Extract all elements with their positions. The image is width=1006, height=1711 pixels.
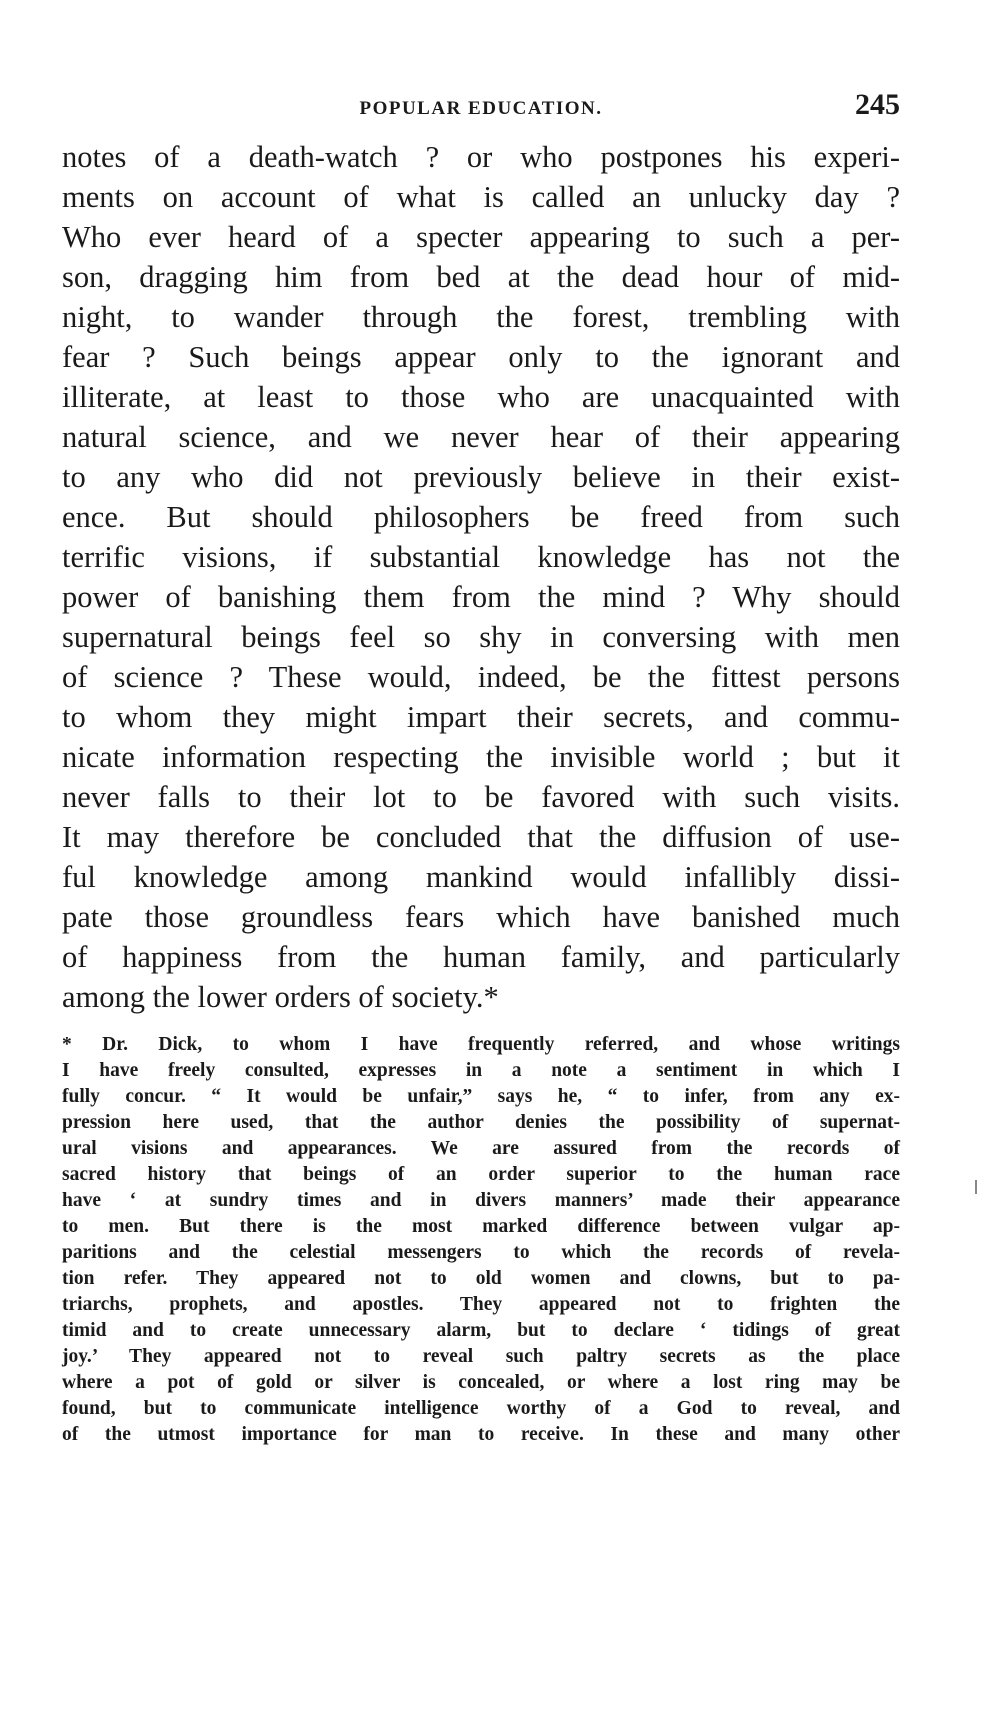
footnote-line: tion refer. They appeared not to old women and clowns, but to pa- [62, 1268, 900, 1289]
body-line: fear ? Such beings appear only to the ignorant and [62, 340, 900, 374]
body-line: to any who did not previously believe in their exist- [62, 460, 900, 494]
body-line: supernatural beings feel so shy in conversing with men [62, 620, 900, 654]
footnote-line: to men. But there is the most marked difference between vulgar ap- [62, 1216, 900, 1237]
body-line: Who ever heard of a specter appearing to such a per- [62, 220, 900, 254]
body-line: pate those groundless fears which have banished much [62, 900, 900, 934]
body-line: of science ? These would, indeed, be the fittest persons [62, 660, 900, 694]
footnote-line: fully concur. “ It would be unfair,” says he, “ to infer, from any ex- [62, 1086, 900, 1107]
body-line: ful knowledge among mankind would infallibly dissi- [62, 860, 900, 894]
footnote-line: have ‘ at sundry times and in divers manners’ made their appearance [62, 1190, 900, 1211]
body-line: nicate information respecting the invisible world ; but it [62, 740, 900, 774]
footnote-line: paritions and the celestial messengers to which the records of revela- [62, 1242, 900, 1263]
running-title: POPULAR EDUCATION. [359, 98, 603, 119]
footnote-line: timid and to create unnecessary alarm, but to declare ‘ tidings of great [62, 1320, 900, 1341]
body-line: power of banishing them from the mind ? Why should [62, 580, 900, 614]
body-line: notes of a death-watch ? or who postpones his experi- [62, 140, 900, 174]
footnote-line: pression here used, that the author denies the possibility of supernat- [62, 1112, 900, 1133]
footnote-line: found, but to communicate intelligence worthy of a God to reveal, and [62, 1398, 900, 1419]
body-line: ence. But should philosophers be freed from such [62, 500, 900, 534]
margin-mark [975, 1180, 977, 1194]
footnote-line: * Dr. Dick, to whom I have frequently referred, and whose writings [62, 1034, 900, 1055]
body-line: never falls to their lot to be favored with such visits. [62, 780, 900, 814]
body-line: among the lower orders of society.* [62, 980, 499, 1014]
body-line: night, to wander through the forest, trembling with [62, 300, 900, 334]
footnote-line: sacred history that beings of an order superior to the human race [62, 1164, 900, 1185]
footnote-line: I have freely consulted, expresses in a note a sentiment in which I [62, 1060, 900, 1081]
footnote-line: triarchs, prophets, and apostles. They appeared not to frighten the [62, 1294, 900, 1315]
page-number: 245 [855, 88, 900, 121]
body-line: illiterate, at least to those who are unacquainted with [62, 380, 900, 414]
body-line: to whom they might impart their secrets, and commu- [62, 700, 900, 734]
body-line: terrific visions, if substantial knowledge has not the [62, 540, 900, 574]
body-line: son, dragging him from bed at the dead hour of mid- [62, 260, 900, 294]
footnote-line: of the utmost importance for man to receive. In these and many other [62, 1424, 900, 1445]
footnote-line: ural visions and appearances. We are assured from the records of [62, 1138, 900, 1159]
footnote-line: joy.’ They appeared not to reveal such paltry secrets as the place [62, 1346, 900, 1367]
running-head [62, 88, 900, 128]
body-line: ments on account of what is called an unlucky day ? [62, 180, 900, 214]
footnote-line: where a pot of gold or silver is concealed, or where a lost ring may be [62, 1372, 900, 1393]
body-line: natural science, and we never hear of their appearing [62, 420, 900, 454]
body-line: It may therefore be concluded that the diffusion of use- [62, 820, 900, 854]
body-line: of happiness from the human family, and particularly [62, 940, 900, 974]
